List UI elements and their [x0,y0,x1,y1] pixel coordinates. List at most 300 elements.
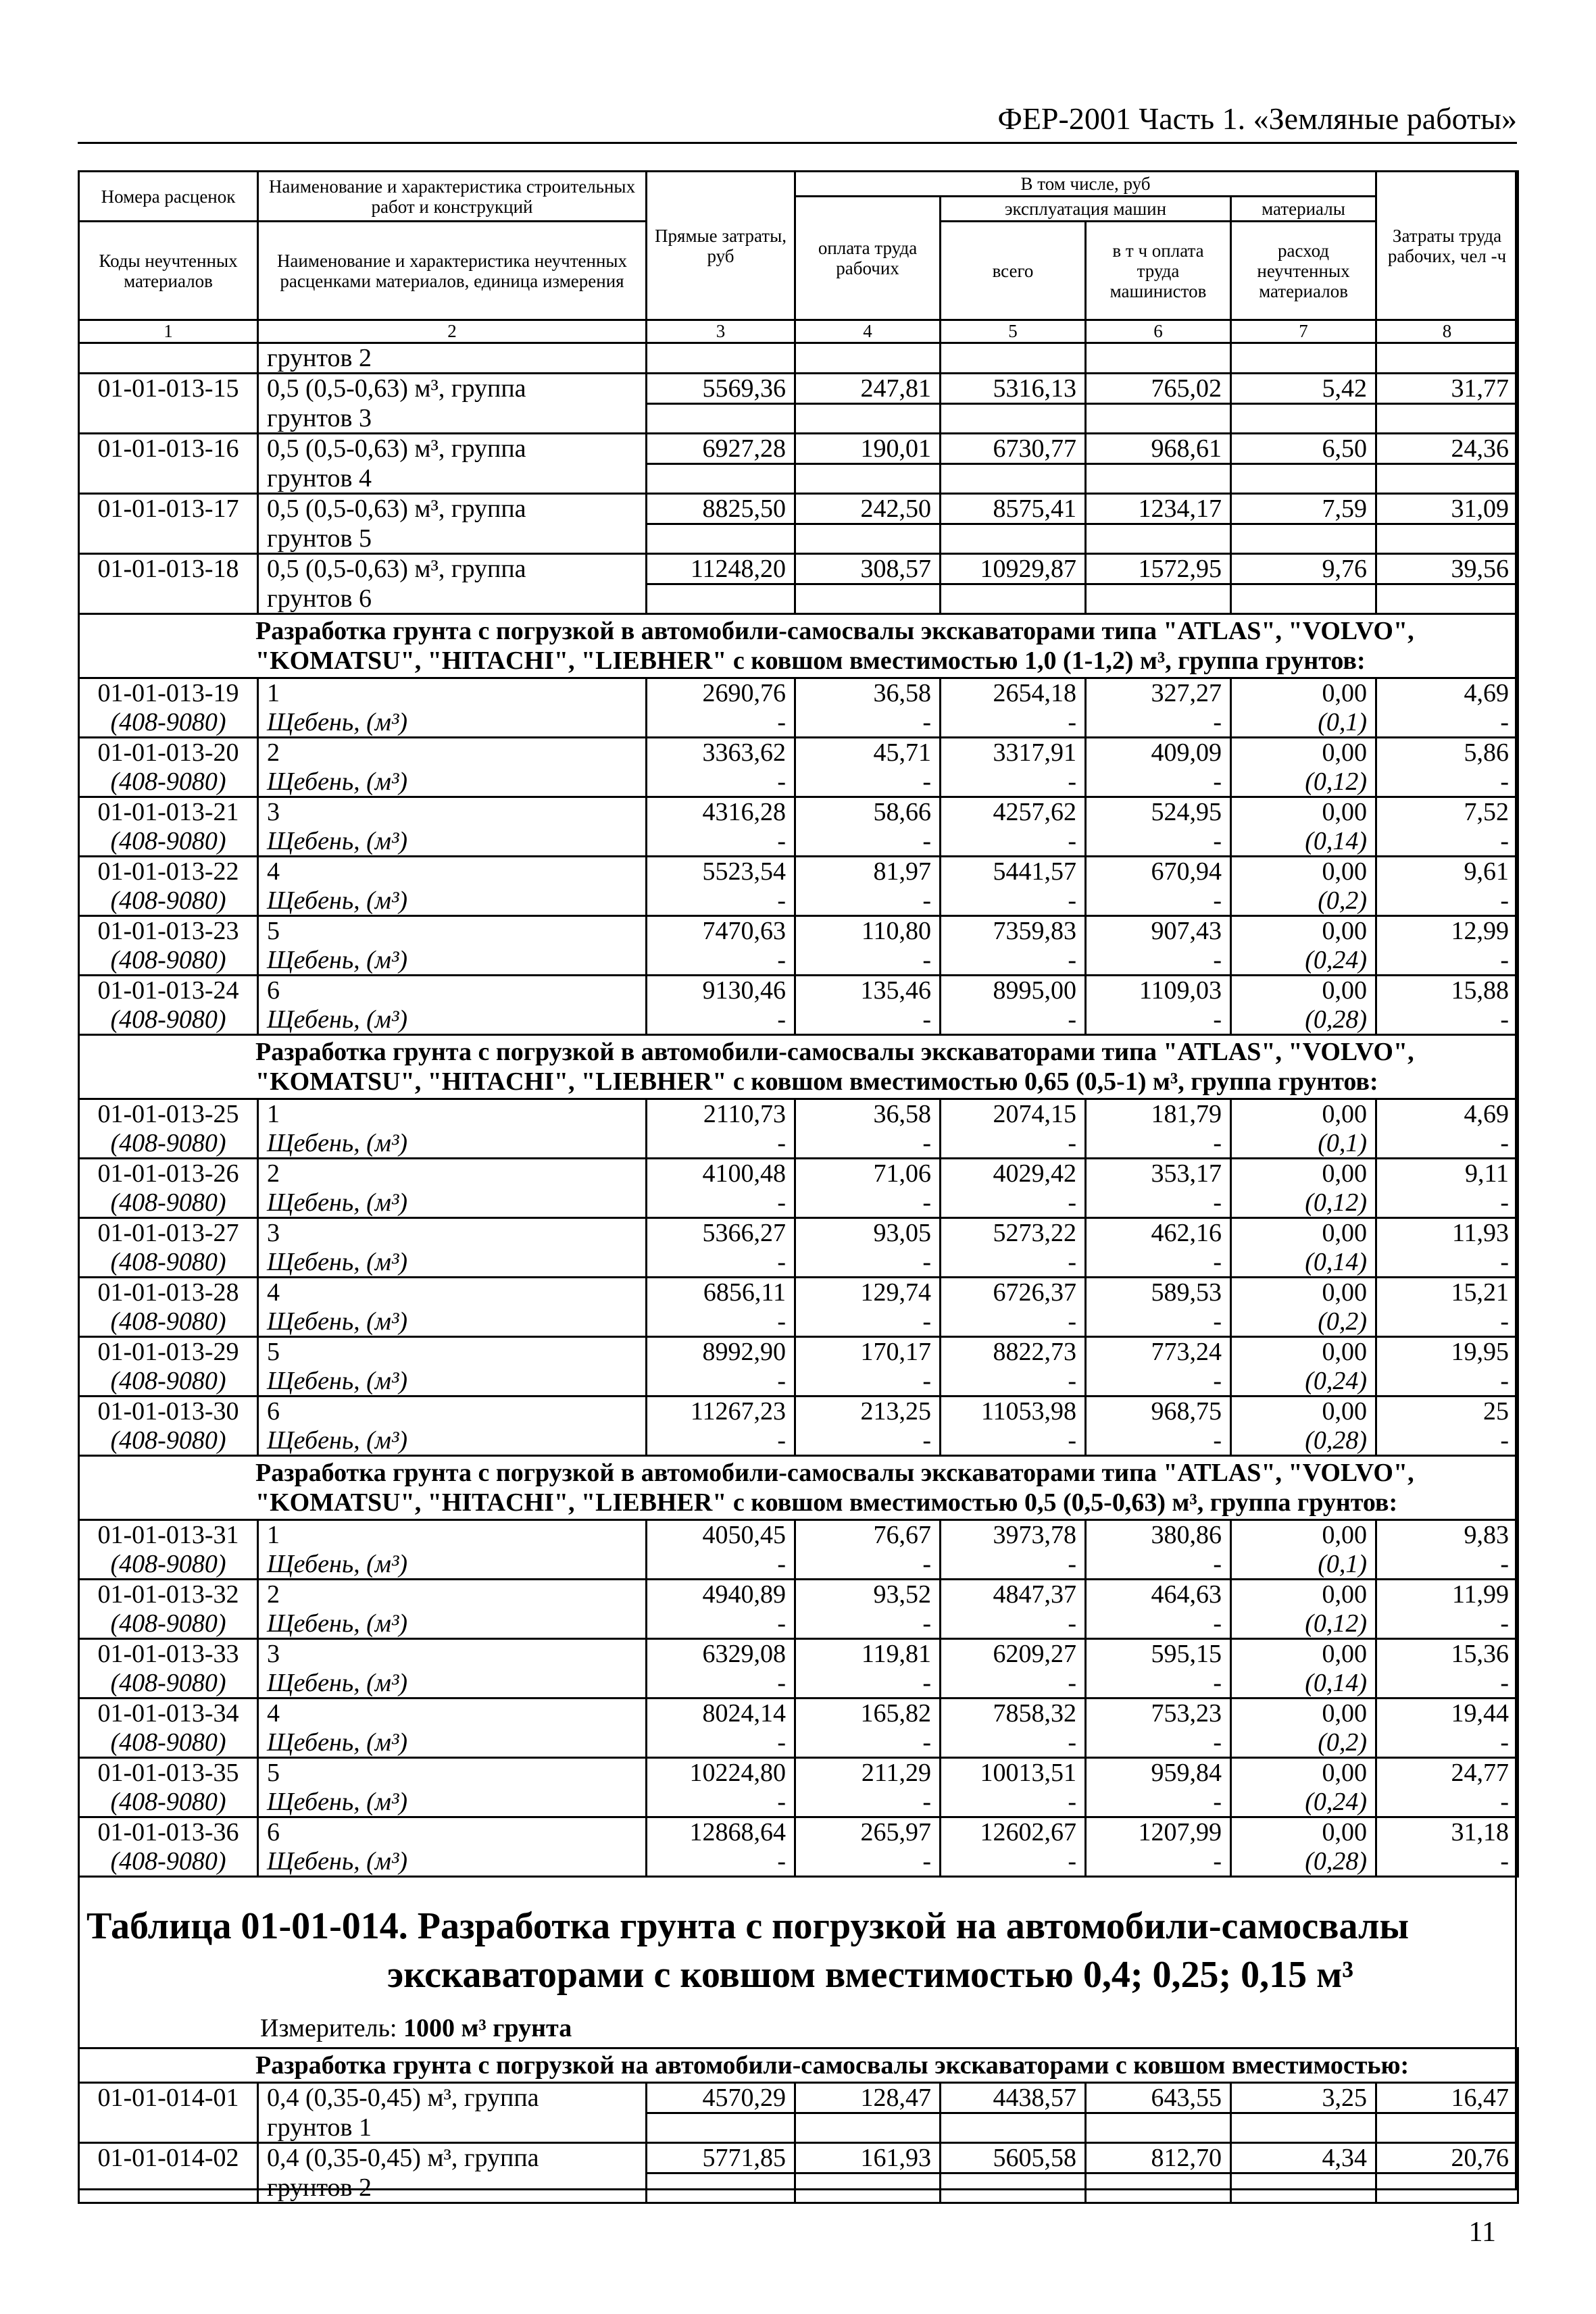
value-v4: 265,97 [795,1817,941,1847]
value-v3: 8825,50 [647,494,795,524]
rate-soil-group: 1 [258,1099,647,1129]
empty-cell [1376,464,1518,494]
material-code: (408-9080) [79,1367,258,1397]
col-number: 4 [795,320,941,343]
table-row-continuation [79,464,1518,494]
dash-cell: - [941,1788,1086,1817]
value-v6: 765,02 [1086,374,1231,404]
col-header-material-usage: расход неучтенных материалов [1231,222,1376,320]
material-name: Щебень, (м³) [258,1307,647,1337]
material-quantity: (0,28) [1231,1847,1376,1877]
rate-soil-group: 5 [258,916,647,946]
rate-name-tail: грунтов 6 [258,584,647,614]
value-v4: 93,05 [795,1218,941,1248]
value-v7: 0,00 [1231,1639,1376,1669]
value-v4: 36,58 [795,1099,941,1129]
material-row [79,827,1518,857]
rate-code-empty [79,524,258,554]
value-v7: 0,00 [1231,1580,1376,1609]
material-row [79,1847,1518,1877]
table-row-continuation [79,404,1518,434]
dash-cell: - [941,1728,1086,1758]
table-row [79,434,1518,464]
dash-cell: - [1086,946,1231,976]
value-v7: 9,76 [1231,554,1376,584]
dash-cell: - [941,1669,1086,1699]
value-v7: 0,00 [1231,1699,1376,1728]
dash-cell: - [795,1005,941,1035]
material-row [79,768,1518,797]
rate-code: 01-01-013-34 [79,1699,258,1728]
value-v8: 25 [1376,1397,1518,1426]
empty-cell [941,584,1086,614]
empty-cell [1231,2173,1376,2203]
value-v6: 464,63 [1086,1580,1231,1609]
value-v3: 4100,48 [647,1159,795,1188]
dash-cell: - [647,1188,795,1218]
material-code: (408-9080) [79,768,258,797]
empty-cell [1376,2113,1518,2143]
section-row [79,2048,1518,2083]
value-v3: 5523,54 [647,857,795,886]
value-v3: 9130,46 [647,976,795,1005]
rate-name-tail: грунтов 5 [258,524,647,554]
dash-cell: - [1086,1669,1231,1699]
value-v7: 0,00 [1231,976,1376,1005]
material-quantity: (0,12) [1231,768,1376,797]
material-name: Щебень, (м³) [258,1367,647,1397]
value-v8: 19,44 [1376,1699,1518,1728]
empty-cell [647,464,795,494]
material-name: Щебень, (м³) [258,1788,647,1817]
rate-code: 01-01-013-18 [79,554,258,584]
rate-soil-group: 4 [258,857,647,886]
material-row [79,886,1518,916]
dash-cell: - [647,1609,795,1639]
measure-label: Измеритель: [260,2014,403,2042]
table-row [79,1758,1518,1788]
col-number: 8 [1376,320,1518,343]
value-v8: 9,61 [1376,857,1518,886]
page-header [78,88,1517,144]
material-row [79,1609,1518,1639]
value-v6: 462,16 [1086,1218,1231,1248]
value-v6: 181,79 [1086,1099,1231,1129]
dash-cell: - [647,1788,795,1817]
rates-table-014 [78,2047,1519,2204]
table-header [79,172,1518,374]
empty-cell [1086,2173,1231,2203]
material-quantity: (0,14) [1231,827,1376,857]
empty-cell [1086,464,1231,494]
rate-soil-group: 1 [258,1520,647,1550]
material-code: (408-9080) [79,1728,258,1758]
material-name: Щебень, (м³) [258,1609,647,1639]
value-v3: 4570,29 [647,2083,795,2113]
dash-cell: - [795,1788,941,1817]
rate-code: 01-01-013-32 [79,1580,258,1609]
table-row [79,678,1518,708]
value-v3: 5569,36 [647,374,795,404]
value-v7: 0,00 [1231,1099,1376,1129]
value-v5: 7359,83 [941,916,1086,946]
rate-code: 01-01-013-16 [79,434,258,464]
value-v7: 0,00 [1231,1218,1376,1248]
rate-code: 01-01-013-17 [79,494,258,524]
dash-cell: - [795,1188,941,1218]
value-v7: 0,00 [1231,1520,1376,1550]
table-row-continuation [79,524,1518,554]
dash-cell: - [1086,1188,1231,1218]
value-v6: 380,86 [1086,1520,1231,1550]
material-code: (408-9080) [79,827,258,857]
material-quantity: (0,28) [1231,1426,1376,1456]
value-v4: 211,29 [795,1758,941,1788]
measure-line [260,2013,572,2043]
rate-soil-group: 4 [258,1278,647,1307]
empty-cell [647,584,795,614]
rate-code: 01-01-013-22 [79,857,258,886]
table-row [79,1278,1518,1307]
dash-cell: - [1086,1426,1231,1456]
rate-code: 01-01-013-33 [79,1639,258,1669]
value-v5: 8575,41 [941,494,1086,524]
rate-code: 01-01-013-23 [79,916,258,946]
dash-cell: - [795,1129,941,1159]
value-v7: 6,50 [1231,434,1376,464]
value-v6: 1109,03 [1086,976,1231,1005]
rate-name-tail: грунтов 1 [258,2113,647,2143]
material-code: (408-9080) [79,1788,258,1817]
dash-cell: - [647,946,795,976]
table-row-continuation [79,584,1518,614]
section-title: Разработка грунта с погрузкой в автомобили-самосвалы экскаваторами типа "ATLAS", "VOLVO", "KOMATSU", "HITACHI", "LIEBHER" с ковшом вместимостью 0,65 (0,5-1) м³, группа грунтов: [79,1035,1518,1099]
dash-cell: - [1086,1609,1231,1639]
empty-cell [941,464,1086,494]
table-row [79,1337,1518,1367]
empty-cell [1086,404,1231,434]
value-v5: 4847,37 [941,1580,1086,1609]
material-code: (408-9080) [79,1307,258,1337]
value-v4: 190,01 [795,434,941,464]
section-row [79,614,1518,678]
dash-cell: - [647,768,795,797]
dash-cell: - [795,1307,941,1337]
value-v6: 409,09 [1086,738,1231,768]
value-v8: 4,69 [1376,1099,1518,1129]
dash-cell: - [941,1307,1086,1337]
value-v5: 7858,32 [941,1699,1086,1728]
value-v7: 3,25 [1231,2083,1376,2113]
value-v7: 0,00 [1231,1159,1376,1188]
empty-cell [795,464,941,494]
empty-cell [647,2113,795,2143]
empty-cell [1086,524,1231,554]
value-v8: 7,52 [1376,797,1518,827]
material-quantity: (0,1) [1231,1550,1376,1580]
empty-cell [1086,2113,1231,2143]
value-v4: 242,50 [795,494,941,524]
value-v3: 5771,85 [647,2143,795,2173]
dash-cell: - [1376,1307,1518,1337]
value-v7: 5,42 [1231,374,1376,404]
value-v3: 12868,64 [647,1817,795,1847]
material-row [79,1550,1518,1580]
empty-cell [1376,584,1518,614]
material-name: Щебень, (м³) [258,1728,647,1758]
dash-cell: - [941,768,1086,797]
value-v6: 327,27 [1086,678,1231,708]
dash-cell: - [647,1728,795,1758]
table-row [79,916,1518,946]
empty-cell [941,524,1086,554]
dash-cell: - [795,1847,941,1877]
dash-cell: - [1376,1728,1518,1758]
rate-soil-group: 2 [258,1159,647,1188]
value-v7: 0,00 [1231,1337,1376,1367]
table-row-continuation [79,2173,1518,2203]
measure-value: 1000 м³ грунта [403,2014,572,2042]
dash-cell: - [941,708,1086,738]
value-v6: 968,75 [1086,1397,1231,1426]
value-v7: 0,00 [1231,678,1376,708]
value-v4: 45,71 [795,738,941,768]
column-numbers-row [79,320,1518,343]
section-row [79,1456,1518,1520]
dash-cell: - [647,1248,795,1278]
page-number: 11 [1468,2217,1496,2248]
dash-cell: - [941,827,1086,857]
value-v5: 2074,15 [941,1099,1086,1129]
rows-group-b [79,614,1518,1035]
table-row [79,343,1518,374]
material-quantity: (0,2) [1231,886,1376,916]
table-row [79,1639,1518,1669]
row-name-tail: грунтов 2 [258,343,647,374]
value-v5: 4257,62 [941,797,1086,827]
empty-cell [795,2173,941,2203]
value-v3: 2110,73 [647,1099,795,1129]
dash-cell: - [795,827,941,857]
value-v6: 1572,95 [1086,554,1231,584]
material-row [79,1307,1518,1337]
col-header-codes-b: Коды неучтенных материалов [79,222,258,320]
rate-soil-group: 6 [258,1397,647,1426]
table-row [79,374,1518,404]
material-row [79,1367,1518,1397]
rows-group-a [79,374,1518,614]
dash-cell: - [1376,827,1518,857]
dash-cell: - [795,886,941,916]
rows-group-c [79,1035,1518,1456]
empty-cell [795,2113,941,2143]
rate-code-empty [79,464,258,494]
dash-cell: - [1376,1129,1518,1159]
table-row [79,2143,1518,2173]
empty-cell [647,524,795,554]
material-quantity: (0,12) [1231,1609,1376,1639]
dash-cell: - [647,1426,795,1456]
value-v3: 6329,08 [647,1639,795,1669]
dash-cell: - [795,946,941,976]
material-code: (408-9080) [79,946,258,976]
dash-cell: - [941,1609,1086,1639]
empty-cell [647,2173,795,2203]
table-row [79,738,1518,768]
material-name: Щебень, (м³) [258,1847,647,1877]
value-v4: 170,17 [795,1337,941,1367]
dash-cell: - [1376,1609,1518,1639]
value-v5: 2654,18 [941,678,1086,708]
material-row [79,1788,1518,1817]
dash-cell: - [941,1129,1086,1159]
dash-cell: - [941,1248,1086,1278]
material-row [79,708,1518,738]
material-quantity: (0,24) [1231,1367,1376,1397]
rate-code-empty [79,2173,258,2203]
dash-cell: - [647,1669,795,1699]
value-v5: 6730,77 [941,434,1086,464]
rate-code: 01-01-013-21 [79,797,258,827]
material-code: (408-9080) [79,1426,258,1456]
empty-cell [795,404,941,434]
rate-code: 01-01-013-19 [79,678,258,708]
table-row [79,797,1518,827]
dash-cell: - [795,708,941,738]
dash-cell: - [1376,1426,1518,1456]
value-v8: 9,11 [1376,1159,1518,1188]
table-row [79,554,1518,584]
material-row [79,1188,1518,1218]
col-number: 6 [1086,320,1231,343]
value-v6: 1234,17 [1086,494,1231,524]
dash-cell: - [647,1367,795,1397]
value-v5: 8822,73 [941,1337,1086,1367]
dash-cell: - [1086,1788,1231,1817]
rate-soil-group: 1 [258,678,647,708]
empty-cell [1086,584,1231,614]
header-title: ФЕР-2001 Часть 1. «Земляные работы» [997,101,1517,136]
value-v3: 3363,62 [647,738,795,768]
material-quantity: (0,14) [1231,1669,1376,1699]
col-header-operator-wages: в т ч оплата труда машинистов [1086,222,1231,320]
table-row [79,1159,1518,1188]
material-row [79,1248,1518,1278]
table-row [79,1397,1518,1426]
dash-cell: - [1376,1188,1518,1218]
value-v5: 4438,57 [941,2083,1086,2113]
section-row [79,1035,1518,1099]
dash-cell: - [795,1609,941,1639]
rows-group-d [79,1456,1518,1877]
rate-name-tail: грунтов 4 [258,464,647,494]
value-v8: 15,88 [1376,976,1518,1005]
value-v7: 0,00 [1231,1758,1376,1788]
dash-cell: - [1086,1129,1231,1159]
value-v5: 4029,42 [941,1159,1086,1188]
material-name: Щебень, (м³) [258,886,647,916]
empty-cell [1231,524,1376,554]
section-title: Разработка грунта с погрузкой на автомобили-самосвалы экскаваторами с ковшом вместимостью: [79,2048,1518,2083]
value-v6: 353,17 [1086,1159,1231,1188]
dash-cell: - [647,1129,795,1159]
value-v8: 4,69 [1376,678,1518,708]
dash-cell: - [1086,886,1231,916]
rate-soil-group: 5 [258,1337,647,1367]
value-v5: 10013,51 [941,1758,1086,1788]
dash-cell: - [941,886,1086,916]
dash-cell: - [795,1367,941,1397]
dash-cell: - [1376,1788,1518,1817]
dash-cell: - [1376,708,1518,738]
material-code: (408-9080) [79,1609,258,1639]
empty-cell [1231,2113,1376,2143]
rate-name: 0,5 (0,5-0,63) м³, группа [258,494,647,524]
value-v3: 4316,28 [647,797,795,827]
dash-cell: - [1086,768,1231,797]
section-title: Разработка грунта с погрузкой в автомобили-самосвалы экскаваторами типа "ATLAS", "VOLVO", "KOMATSU", "HITACHI", "LIEBHER" с ковшом вместимостью 0,5 (0,5-0,63) м³, группа грунтов: [79,1456,1518,1520]
value-v8: 31,09 [1376,494,1518,524]
dash-cell: - [941,1550,1086,1580]
value-v3: 5366,27 [647,1218,795,1248]
value-v5: 6726,37 [941,1278,1086,1307]
value-v3: 4050,45 [647,1520,795,1550]
material-code: (408-9080) [79,1847,258,1877]
table-row [79,1099,1518,1129]
dash-cell: - [1086,1728,1231,1758]
value-v7: 0,00 [1231,1397,1376,1426]
empty-cell [941,404,1086,434]
rate-code: 01-01-013-26 [79,1159,258,1188]
section-title: Разработка грунта с погрузкой в автомобили-самосвалы экскаваторами типа "ATLAS", "VOLVO", "KOMATSU", "HITACHI", "LIEBHER" с ковшом вместимостью 1,0 (1-1,2) м³, группа грунтов: [79,614,1518,678]
value-v8: 16,47 [1376,2083,1518,2113]
material-name: Щебень, (м³) [258,1005,647,1035]
rate-name-tail: грунтов 3 [258,404,647,434]
value-v6: 907,43 [1086,916,1231,946]
col-header-machines-total: всего [941,222,1086,320]
value-v5: 6209,27 [941,1639,1086,1669]
table-row [79,1817,1518,1847]
dash-cell: - [1376,946,1518,976]
material-quantity: (0,1) [1231,708,1376,738]
dash-cell: - [647,827,795,857]
dash-cell: - [941,1367,1086,1397]
value-v8: 5,86 [1376,738,1518,768]
col-number: 2 [258,320,647,343]
rate-code: 01-01-013-27 [79,1218,258,1248]
rate-code: 01-01-013-20 [79,738,258,768]
value-v7: 0,00 [1231,738,1376,768]
value-v4: 128,47 [795,2083,941,2113]
material-name: Щебень, (м³) [258,1426,647,1456]
value-v6: 773,24 [1086,1337,1231,1367]
rate-soil-group: 6 [258,1817,647,1847]
rate-code-empty [79,584,258,614]
value-v7: 0,00 [1231,1817,1376,1847]
empty-cell [647,404,795,434]
value-v8: 31,77 [1376,374,1518,404]
material-name: Щебень, (м³) [258,1550,647,1580]
dash-cell: - [1086,1550,1231,1580]
dash-cell: - [941,1847,1086,1877]
material-quantity: (0,12) [1231,1188,1376,1218]
table-row [79,1580,1518,1609]
empty-cell [1231,584,1376,614]
value-v4: 161,93 [795,2143,941,2173]
value-v8: 39,56 [1376,554,1518,584]
rates-table [78,170,1519,1878]
value-v3: 8992,90 [647,1337,795,1367]
